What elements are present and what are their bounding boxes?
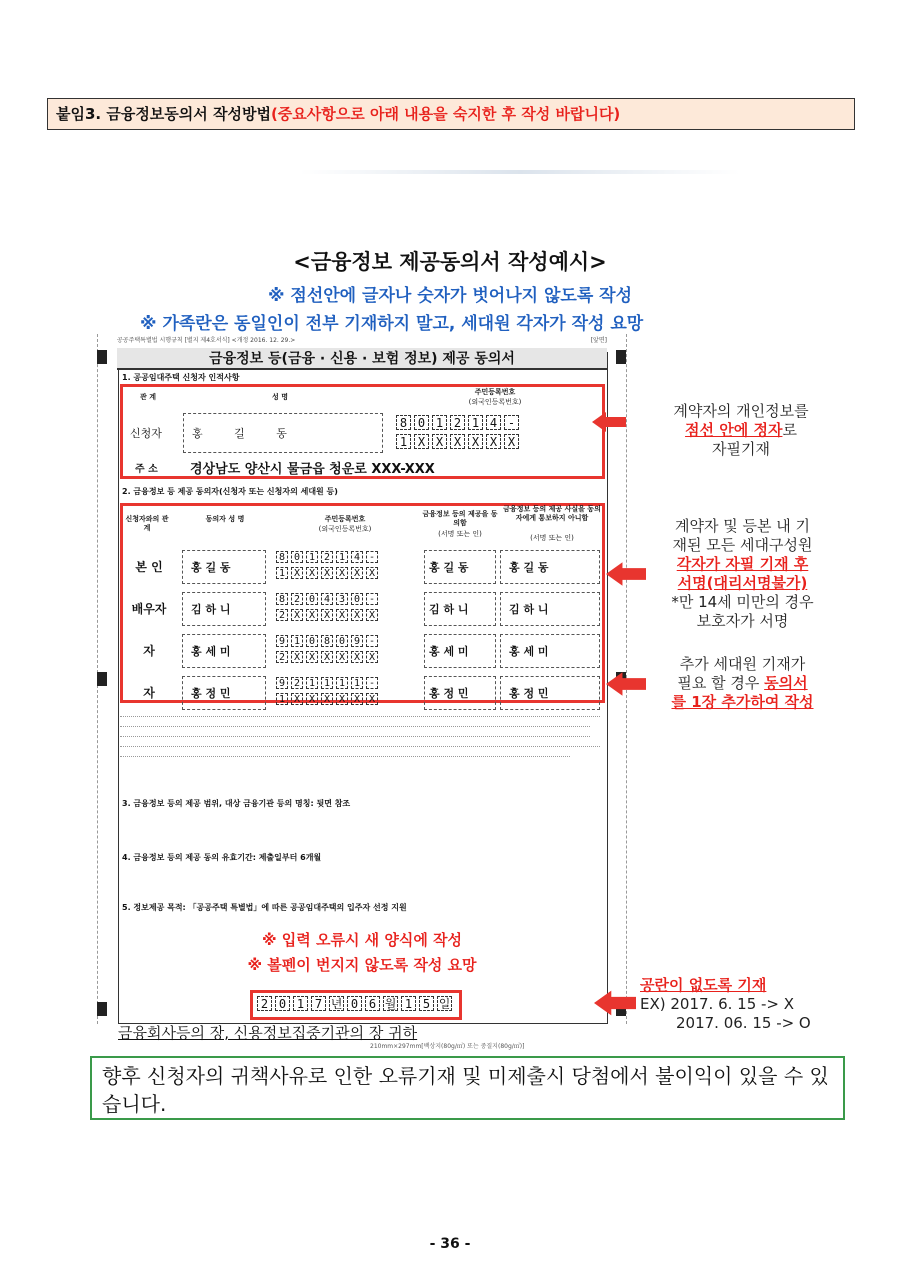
digit-box: 년 — [330, 997, 343, 1011]
row-name: 김 하 니 — [182, 592, 266, 626]
digit-box: X — [366, 609, 378, 621]
penalty-notice: 향후 신청자의 귀책사유로 인한 오류기재 및 미제출시 당첨에서 불이익이 있을 수 있습니다. — [90, 1056, 845, 1120]
annotation-additional-form: 추가 세대원 기재가 필요 할 경우 동의서 를 1장 추가하여 작성 — [671, 655, 814, 711]
section-5-title: 5. 정보제공 목적: 「공공주택 특별법」에 따른 공공임대주택의 입주자 선정 지원 — [122, 903, 407, 912]
digit-box: 2 — [276, 609, 288, 621]
digit-box: - — [366, 551, 378, 563]
applicant-label: 신청자 — [130, 427, 162, 440]
form-addressee: 금융회사등의 장, 신용정보집중기관의 장 귀하 — [118, 1024, 418, 1042]
registration-mark — [97, 350, 107, 364]
digit-box: 0 — [414, 415, 429, 430]
digit-box: 0 — [306, 635, 318, 647]
digit-box: X — [351, 567, 363, 579]
digit-box: 1 — [306, 551, 318, 563]
col-rrn-sub: (외국인등록번호) — [468, 398, 522, 406]
digit-box: 월 — [384, 997, 397, 1011]
header-agree-sub: (서명 또는 인) — [438, 530, 482, 538]
digit-box: 1 — [276, 567, 288, 579]
section-4-title: 4. 금융정보 등의 제공 동의 유효기간: 제출일부터 6개월 — [122, 853, 322, 862]
digit-box: X — [321, 609, 333, 621]
digit-box: - — [366, 593, 378, 605]
header-notify: 금융정보 등의 제공 사실을 동의자에게 통보하지 아니함 — [503, 505, 601, 522]
section-heading — [47, 98, 855, 130]
digit-box: 8 — [276, 551, 288, 563]
row-rrn-back — [276, 567, 378, 579]
digit-box: 1 — [351, 677, 363, 689]
header-notify-sub: (서명 또는 인) — [530, 534, 574, 542]
annotation-personal-info: 계약자의 개인정보를 점선 안에 정자로 자필기재 — [673, 402, 809, 458]
annotation-household: 계약자 및 등본 내 기 재된 모든 세대구성원 각자가 자필 기재 후 서명(대리서명불가) *만 14세 미만의 경우 보호자가 서명 — [671, 517, 814, 630]
row-rrn-front — [276, 677, 378, 689]
form-title: 금융정보 등(금융 · 신용 · 보험 정보) 제공 동의서 — [117, 348, 607, 370]
row-relation: 자 — [143, 644, 155, 658]
digit-box: - — [504, 415, 519, 430]
digit-box: 2 — [276, 651, 288, 663]
digit-box: 9 — [276, 635, 288, 647]
digit-box: X — [291, 609, 303, 621]
digit-box: 7 — [311, 996, 326, 1011]
registration-mark — [97, 672, 107, 686]
digit-box: X — [351, 651, 363, 663]
row-name: 홍 세 미 — [182, 634, 266, 668]
section-1-title: 1. 공공임대주택 신청자 인적사항 — [122, 373, 240, 382]
applicant-rrn-back — [396, 434, 519, 449]
row-rrn-front — [276, 635, 378, 647]
row-relation: 배우자 — [131, 602, 167, 616]
row-notify-signature: 홍 정 민 — [500, 676, 600, 710]
registration-mark — [97, 1002, 107, 1016]
col-rrn: 주민등록번호 — [474, 388, 516, 396]
digit-box: X — [366, 693, 378, 705]
digit-box: 6 — [365, 996, 380, 1011]
row-rrn-front — [276, 593, 378, 605]
annotation-date: 공란이 없도록 기재 EX) 2017. 6. 15 -> X 2017. 06. 15 -> O — [640, 976, 811, 1032]
header-rrn: 주민등록번호 — [324, 515, 366, 523]
row-relation: 본 인 — [135, 560, 163, 574]
arrow-left-icon — [594, 990, 636, 1016]
row-rrn-back — [276, 609, 378, 621]
section-3-title: 3. 금융정보 등의 제공 범위, 대상 금융기관 등의 명칭: 뒷면 참조 — [122, 799, 351, 808]
digit-box: X — [291, 567, 303, 579]
row-name: 홍 정 민 — [182, 676, 266, 710]
digit-box: X — [351, 609, 363, 621]
form-footnotes — [120, 712, 605, 757]
submission-date — [257, 996, 452, 1011]
digit-box: 3 — [336, 593, 348, 605]
digit-box: 1 — [306, 677, 318, 689]
digit-box: X — [432, 434, 447, 449]
digit-box: 8 — [321, 635, 333, 647]
digit-box: 1 — [468, 415, 483, 430]
digit-box: X — [336, 609, 348, 621]
digit-box: X — [486, 434, 501, 449]
digit-box: X — [306, 567, 318, 579]
digit-box: X — [504, 434, 519, 449]
heading-emphasis: (중요사항으로 아래 내용을 숙지한 후 작성 바랍니다) — [270, 105, 621, 123]
applicant-rrn-front — [396, 415, 519, 430]
digit-box: 일 — [438, 997, 451, 1011]
digit-box: 0 — [347, 996, 362, 1011]
digit-box: X — [321, 693, 333, 705]
address-value: 경상남도 양산시 물금읍 청운로 XXX-XXX — [190, 462, 435, 477]
row-notify-signature: 홍 길 동 — [500, 550, 600, 584]
pen-notice: ※ 볼펜이 번지지 않도록 작성 요망 — [247, 956, 477, 974]
col-relation: 관 계 — [140, 393, 156, 401]
digit-box: X — [336, 693, 348, 705]
digit-box: 1 — [336, 551, 348, 563]
digit-box: X — [336, 567, 348, 579]
digit-box: X — [336, 651, 348, 663]
digit-box: 2 — [291, 677, 303, 689]
header-rrn-sub: (외국인등록번호) — [318, 525, 372, 533]
digit-box: - — [366, 677, 378, 689]
digit-box: X — [366, 567, 378, 579]
digit-box: 4 — [486, 415, 501, 430]
row-notify-signature: 김 하 니 — [500, 592, 600, 626]
digit-box: 9 — [276, 677, 288, 689]
digit-box: 1 — [336, 677, 348, 689]
digit-box: 0 — [275, 996, 290, 1011]
row-rrn-back — [276, 693, 378, 705]
digit-box: 1 — [432, 415, 447, 430]
input-error-notice: ※ 입력 오류시 새 양식에 작성 — [261, 931, 463, 949]
digit-box: 1 — [396, 434, 411, 449]
example-title: <금융정보 제공동의서 작성예시> — [293, 250, 607, 274]
digit-box: X — [468, 434, 483, 449]
row-name: 홍 길 동 — [182, 550, 266, 584]
row-rrn-front — [276, 551, 378, 563]
digit-box: 2 — [291, 593, 303, 605]
digit-box: 0 — [336, 635, 348, 647]
digit-box: 1 — [291, 635, 303, 647]
section-2-title: 2. 금융정보 등 제공 동의자(신청자 또는 신청자의 세대원 등) — [122, 487, 338, 496]
digit-box: 1 — [276, 693, 288, 705]
header-relation: 신청자와의 관 계 — [125, 515, 169, 532]
digit-box: 8 — [396, 415, 411, 430]
digit-box: 0 — [291, 551, 303, 563]
digit-box: X — [306, 609, 318, 621]
digit-box: 5 — [419, 996, 434, 1011]
row-relation: 자 — [143, 686, 155, 700]
digit-box: X — [414, 434, 429, 449]
row-agree-signature: 홍 정 민 — [424, 676, 496, 710]
digit-box: X — [306, 693, 318, 705]
form-small-header: 공공주택특별법 시행규칙 [별지 제4호서식] <개정 2016. 12. 29.> [앞면] — [117, 337, 607, 344]
digit-box: 1 — [293, 996, 308, 1011]
digit-box: X — [351, 693, 363, 705]
digit-box: 2 — [257, 996, 272, 1011]
col-name: 성 명 — [272, 393, 288, 401]
row-rrn-back — [276, 651, 378, 663]
digit-box: 1 — [401, 996, 416, 1011]
digit-box: 8 — [276, 593, 288, 605]
digit-box: 0 — [306, 593, 318, 605]
header-agree: 금융정보 등의 제공을 동의함 — [422, 510, 498, 527]
heading-text: 붙임3. 금융정보동의서 작성방법 — [56, 105, 271, 123]
digit-box: 9 — [351, 635, 363, 647]
header-name: 동의자 성 명 — [205, 515, 245, 523]
example-note-2: ※ 가족란은 동일인이 전부 기재하지 말고, 세대원 각자가 작성 요망 — [140, 314, 644, 334]
digit-box: 1 — [321, 677, 333, 689]
applicant-name: 홍 길 동 — [183, 413, 383, 453]
digit-box: X — [291, 693, 303, 705]
address-label: 주 소 — [135, 464, 158, 475]
registration-mark — [616, 350, 626, 364]
digit-box: 0 — [351, 593, 363, 605]
page-number: - 36 - — [429, 1236, 471, 1252]
digit-box: 4 — [321, 593, 333, 605]
digit-box: X — [291, 651, 303, 663]
row-notify-signature: 홍 세 미 — [500, 634, 600, 668]
example-note-1: ※ 점선안에 글자나 숫자가 벗어나지 않도록 작성 — [267, 286, 633, 306]
arrow-left-icon — [592, 412, 626, 432]
digit-box: 4 — [351, 551, 363, 563]
digit-box: 2 — [450, 415, 465, 430]
row-agree-signature: 김 하 니 — [424, 592, 496, 626]
row-agree-signature: 홍 세 미 — [424, 634, 496, 668]
divider — [300, 170, 740, 174]
digit-box: 2 — [321, 551, 333, 563]
paper-spec: 210mm×297mm[백상지(80g/㎡) 또는 중질지(80g/㎡)] — [370, 1043, 525, 1050]
digit-box: X — [450, 434, 465, 449]
digit-box: X — [321, 651, 333, 663]
digit-box: X — [306, 651, 318, 663]
row-agree-signature: 홍 길 동 — [424, 550, 496, 584]
digit-box: X — [321, 567, 333, 579]
digit-box: X — [366, 651, 378, 663]
digit-box: - — [366, 635, 378, 647]
